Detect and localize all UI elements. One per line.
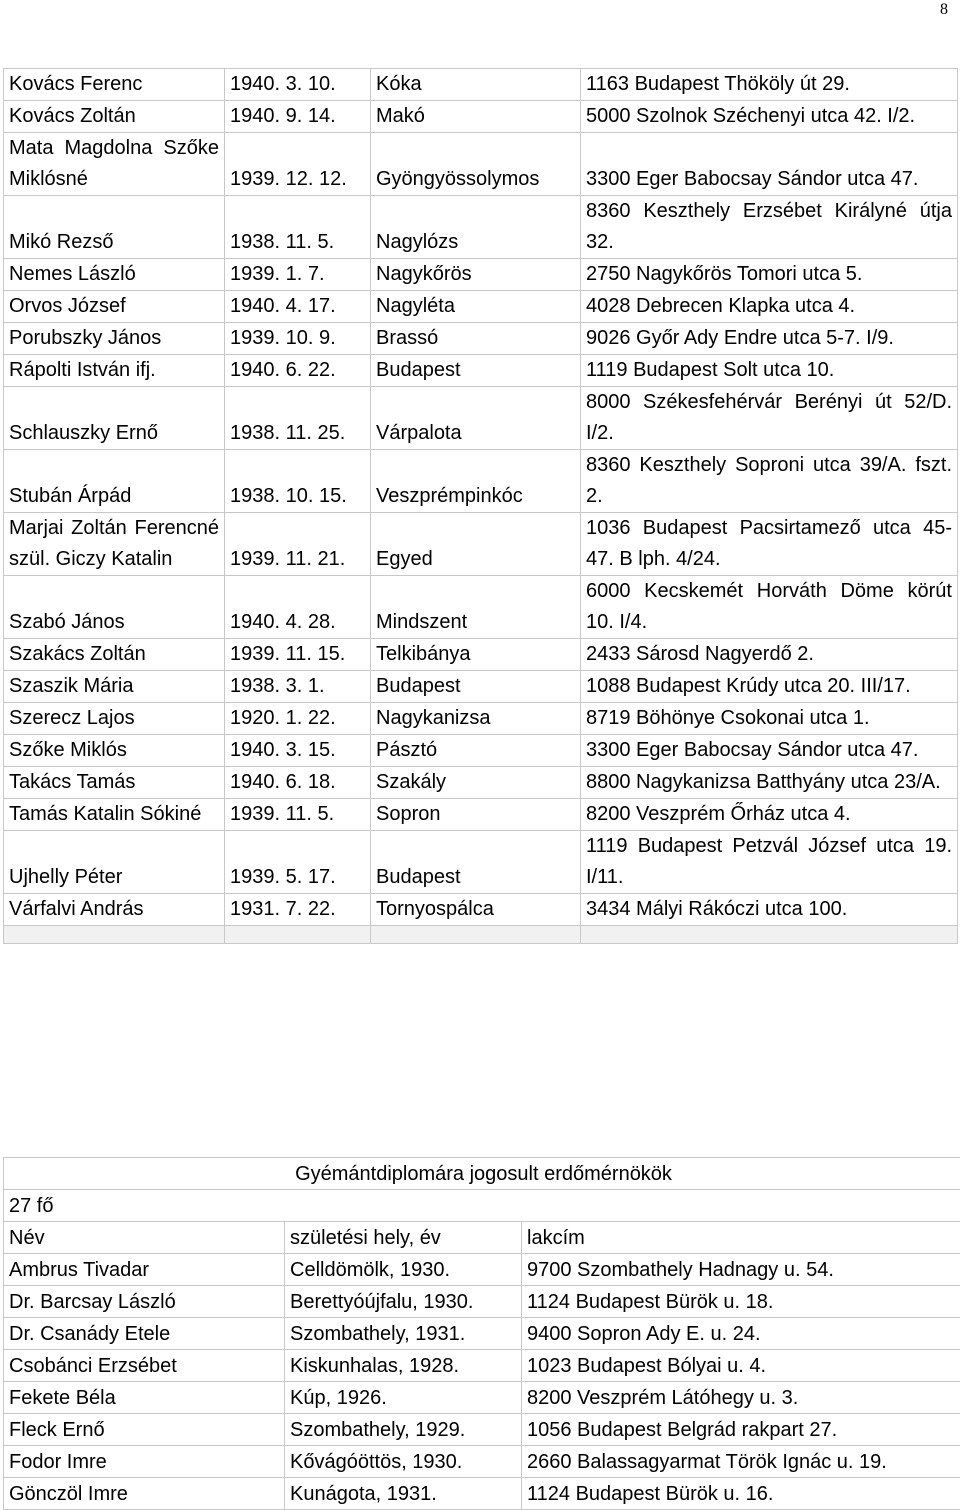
- address-cell: [581, 703, 958, 735]
- address-cell: [581, 735, 958, 767]
- table-row: [4, 196, 958, 259]
- birth-date-cell: [225, 831, 371, 894]
- birth-date-cell: [225, 671, 371, 703]
- cell-text: Budapest: [376, 675, 461, 697]
- name-cell: [4, 259, 225, 291]
- birthplace-cell: [371, 513, 581, 576]
- address-cell: [581, 323, 958, 355]
- cell-text: Szőke Miklós: [9, 739, 127, 761]
- table-row: [4, 513, 958, 576]
- name-cell: [4, 703, 225, 735]
- name-cell: [4, 291, 225, 323]
- cell-text: 4028 Debrecen Klapka utca 4.: [586, 295, 855, 317]
- cell-text: Várfalvi András: [9, 898, 144, 920]
- address-cell: [581, 259, 958, 291]
- cell-text: 8200 Veszprém Őrház utca 4.: [586, 803, 851, 825]
- address-cell: [581, 69, 958, 101]
- birth-date-cell: [225, 323, 371, 355]
- cell-text: 1119 Budapest Petzvál József utca 19. I/11.: [586, 835, 952, 888]
- name-cell: [4, 799, 225, 831]
- birth-date-cell: [225, 69, 371, 101]
- table-row: [4, 1414, 960, 1446]
- address-cell: 1124 Budapest Bürök u. 16.: [522, 1478, 960, 1510]
- table-title-row: [4, 1158, 960, 1190]
- address-cell: [581, 450, 958, 513]
- birth-cell: Kúp, 1926.: [285, 1382, 522, 1414]
- table-row: [4, 1318, 960, 1350]
- diamond-diploma-table: [3, 1157, 960, 1510]
- cell-text: Nagykanizsa: [376, 707, 491, 729]
- table-row: [4, 703, 958, 735]
- table-row: [4, 799, 958, 831]
- name-cell: [4, 894, 225, 926]
- count-row: [4, 1190, 960, 1222]
- address-cell: 1124 Budapest Bürök u. 18.: [522, 1286, 960, 1318]
- cell-text: 1036 Budapest Pacsirtamező utca 45-47. B lph. 4/24.: [586, 517, 952, 570]
- spacer-cell: [4, 926, 225, 944]
- table-row: [4, 1350, 960, 1382]
- birthplace-cell: [371, 355, 581, 387]
- cell-text: 1938. 11. 25.: [230, 422, 345, 444]
- name-cell: [4, 69, 225, 101]
- cell-text: 1938. 10. 15.: [230, 485, 347, 507]
- cell-text: 3300 Eger Babocsay Sándor utca 47.: [586, 739, 918, 761]
- diamond-diploma-table-body: [4, 1254, 960, 1510]
- birthplace-cell: [371, 133, 581, 196]
- birth-date-cell: [225, 639, 371, 671]
- birthplace-cell: [371, 576, 581, 639]
- name-cell: [4, 831, 225, 894]
- birth-date-cell: [225, 387, 371, 450]
- address-cell: [581, 355, 958, 387]
- address-cell: [581, 101, 958, 133]
- cell-text: Porubszky János: [9, 327, 161, 349]
- birthplace-cell: [371, 735, 581, 767]
- table-row: [4, 1446, 960, 1478]
- cell-text: 1940. 3. 10.: [230, 73, 336, 95]
- cell-text: Budapest: [376, 359, 461, 381]
- cell-text: Szerecz Lajos: [9, 707, 135, 729]
- name-cell: Fleck Ernő: [4, 1414, 285, 1446]
- birth-date-cell: [225, 291, 371, 323]
- birthplace-cell: [371, 101, 581, 133]
- cell-text: Kovács Ferenc: [9, 73, 142, 95]
- name-cell: [4, 196, 225, 259]
- birth-date-cell: [225, 101, 371, 133]
- name-cell: Gönczöl Imre: [4, 1478, 285, 1510]
- cell-text: Makó: [376, 105, 425, 127]
- birth-date-cell: [225, 450, 371, 513]
- table-row: [4, 69, 958, 101]
- spacer-cell: [371, 926, 581, 944]
- table-row: [4, 355, 958, 387]
- name-cell: [4, 735, 225, 767]
- cell-text: Telkibánya: [376, 643, 471, 665]
- birthplace-cell: [371, 671, 581, 703]
- address-cell: [581, 196, 958, 259]
- birth-cell: Kunágota, 1931.: [285, 1478, 522, 1510]
- header-address: lakcím: [522, 1222, 960, 1254]
- spacer-cell: [225, 926, 371, 944]
- cell-text: Nagyléta: [376, 295, 455, 317]
- header-birth: születési hely, év: [285, 1222, 522, 1254]
- name-cell: [4, 450, 225, 513]
- table-row: [4, 323, 958, 355]
- address-cell: 8200 Veszprém Látóhegy u. 3.: [522, 1382, 960, 1414]
- name-cell: [4, 133, 225, 196]
- cell-text: 1940. 4. 28.: [230, 611, 336, 633]
- address-cell: [581, 387, 958, 450]
- cell-text: Veszprémpinkóc: [376, 485, 523, 507]
- birthplace-cell: [371, 450, 581, 513]
- cell-text: Szaszik Mária: [9, 675, 133, 697]
- birthplace-cell: [371, 799, 581, 831]
- address-cell: [581, 513, 958, 576]
- name-cell: Csobánci Erzsébet: [4, 1350, 285, 1382]
- birthplace-cell: [371, 387, 581, 450]
- birth-date-cell: [225, 196, 371, 259]
- cell-text: Takács Tamás: [9, 771, 135, 793]
- cell-text: 8800 Nagykanizsa Batthyány utca 23/A.: [586, 771, 941, 793]
- name-cell: Ambrus Tivadar: [4, 1254, 285, 1286]
- birth-cell: Celldömölk, 1930.: [285, 1254, 522, 1286]
- cell-text: 8000 Székesfehérvár Berényi út 52/D. I/2.: [586, 391, 952, 444]
- cell-text: 8360 Keszthely Erzsébet Királyné útja 32.: [586, 200, 952, 253]
- graduates-table: [3, 68, 958, 944]
- table-row: [4, 1478, 960, 1510]
- birthplace-cell: [371, 196, 581, 259]
- cell-text: 1939. 5. 17.: [230, 866, 336, 888]
- cell-text: 6000 Kecskemét Horváth Döme körút 10. I/4.: [586, 580, 952, 633]
- table-row: [4, 767, 958, 799]
- table-row: [4, 894, 958, 926]
- cell-text: 8719 Böhönye Csokonai utca 1.: [586, 707, 870, 729]
- cell-text: Tornyospálca: [376, 898, 494, 920]
- cell-text: 1119 Budapest Solt utca 10.: [586, 359, 834, 381]
- cell-text: 1938. 11. 5.: [230, 231, 334, 253]
- address-cell: 1056 Budapest Belgrád rakpart 27.: [522, 1414, 960, 1446]
- cell-text: Marjai Zoltán Ferencné szül. Giczy Katalin: [9, 517, 219, 570]
- cell-text: 1940. 9. 14.: [230, 105, 336, 127]
- cell-text: 2433 Sárosd Nagyerdő 2.: [586, 643, 814, 665]
- table-row: [4, 1286, 960, 1318]
- address-cell: [581, 894, 958, 926]
- table-row: [4, 831, 958, 894]
- cell-text: Egyed: [376, 548, 433, 570]
- table-row: [4, 259, 958, 291]
- cell-text: 1088 Budapest Krúdy utca 20. III/17.: [586, 675, 911, 697]
- cell-text: Nagylózs: [376, 231, 458, 253]
- cell-text: Brassó: [376, 327, 438, 349]
- name-cell: Dr. Csanády Etele: [4, 1318, 285, 1350]
- birthplace-cell: [371, 323, 581, 355]
- graduates-table-body: [4, 69, 958, 944]
- page-number: 8: [940, 0, 948, 20]
- table-row: [4, 735, 958, 767]
- cell-text: Sopron: [376, 803, 441, 825]
- cell-text: 1920. 1. 22.: [230, 707, 336, 729]
- table-row: [4, 639, 958, 671]
- name-cell: [4, 767, 225, 799]
- table-spacer-row: [4, 926, 958, 944]
- cell-text: Tamás Katalin Sókiné: [9, 803, 201, 825]
- spacer-cell: [581, 926, 958, 944]
- birthplace-cell: [371, 831, 581, 894]
- cell-text: Pásztó: [376, 739, 437, 761]
- address-cell: [581, 799, 958, 831]
- table-row: [4, 133, 958, 196]
- cell-text: 1939. 12. 12.: [230, 168, 347, 190]
- table-row: [4, 671, 958, 703]
- cell-text: Stubán Árpád: [9, 485, 131, 507]
- address-cell: [581, 767, 958, 799]
- birthplace-cell: [371, 259, 581, 291]
- birth-cell: Szombathely, 1931.: [285, 1318, 522, 1350]
- cell-text: 1939. 11. 5.: [230, 803, 334, 825]
- cell-text: 1940. 6. 22.: [230, 359, 336, 381]
- birthplace-cell: [371, 69, 581, 101]
- birth-cell: Kővágóöttös, 1930.: [285, 1446, 522, 1478]
- cell-text: Budapest: [376, 866, 461, 888]
- cell-text: Rápolti István ifj.: [9, 359, 156, 381]
- address-cell: [581, 576, 958, 639]
- name-cell: [4, 576, 225, 639]
- birth-date-cell: [225, 513, 371, 576]
- cell-text: Gyöngyössolymos: [376, 168, 539, 190]
- address-cell: 9400 Sopron Ady E. u. 24.: [522, 1318, 960, 1350]
- address-cell: [581, 831, 958, 894]
- cell-text: Kóka: [376, 73, 422, 95]
- birth-cell: Szombathely, 1929.: [285, 1414, 522, 1446]
- birth-cell: Kiskunhalas, 1928.: [285, 1350, 522, 1382]
- table-row: [4, 1382, 960, 1414]
- name-cell: [4, 323, 225, 355]
- cell-text: Nagykőrös: [376, 263, 472, 285]
- birth-date-cell: [225, 799, 371, 831]
- birth-date-cell: [225, 133, 371, 196]
- cell-text: Nemes László: [9, 263, 136, 285]
- cell-text: Ujhelly Péter: [9, 866, 122, 888]
- cell-text: 1939. 11. 15.: [230, 643, 345, 665]
- name-cell: [4, 101, 225, 133]
- cell-text: 8360 Keszthely Soproni utca 39/A. fszt. 2.: [586, 454, 952, 507]
- name-cell: Dr. Barcsay László: [4, 1286, 285, 1318]
- name-cell: [4, 639, 225, 671]
- cell-text: Szabó János: [9, 611, 125, 633]
- header-name: Név: [4, 1222, 285, 1254]
- table-row: [4, 387, 958, 450]
- cell-text: 1940. 6. 18.: [230, 771, 336, 793]
- cell-text: Mindszent: [376, 611, 467, 633]
- birthplace-cell: [371, 291, 581, 323]
- table-row: [4, 1254, 960, 1286]
- cell-text: 1931. 7. 22.: [230, 898, 336, 920]
- birthplace-cell: [371, 894, 581, 926]
- cell-text: 2750 Nagykőrös Tomori utca 5.: [586, 263, 862, 285]
- birthplace-cell: [371, 703, 581, 735]
- cell-text: 1940. 3. 15.: [230, 739, 336, 761]
- cell-text: 1163 Budapest Thököly út 29.: [586, 73, 850, 95]
- name-cell: [4, 355, 225, 387]
- birth-date-cell: [225, 735, 371, 767]
- cell-text: 3300 Eger Babocsay Sándor utca 47.: [586, 168, 918, 190]
- cell-text: Mata Magdolna Szőke Miklósné: [9, 137, 219, 190]
- address-cell: 1023 Budapest Bólyai u. 4.: [522, 1350, 960, 1382]
- birth-date-cell: [225, 355, 371, 387]
- table-row: [4, 576, 958, 639]
- cell-text: Mikó Rezső: [9, 231, 113, 253]
- cell-text: 1939. 10. 9.: [230, 327, 336, 349]
- birthplace-cell: [371, 767, 581, 799]
- cell-text: Várpalota: [376, 422, 462, 444]
- table-title: Gyémántdiplomára jogosult erdőmérnökök: [4, 1158, 960, 1190]
- name-cell: Fodor Imre: [4, 1446, 285, 1478]
- birth-date-cell: [225, 576, 371, 639]
- cell-text: 1939. 11. 21.: [230, 548, 345, 570]
- cell-text: 9026 Győr Ady Endre utca 5-7. I/9.: [586, 327, 894, 349]
- table-row: [4, 291, 958, 323]
- cell-text: 1940. 4. 17.: [230, 295, 336, 317]
- table-row: [4, 101, 958, 133]
- address-cell: [581, 133, 958, 196]
- birth-cell: Berettyóújfalu, 1930.: [285, 1286, 522, 1318]
- cell-text: 1939. 1. 7.: [230, 263, 325, 285]
- header-row: [4, 1222, 960, 1254]
- count-label: 27 fő: [4, 1190, 960, 1222]
- address-cell: 9700 Szombathely Hadnagy u. 54.: [522, 1254, 960, 1286]
- cell-text: 3434 Mályi Rákóczi utca 100.: [586, 898, 847, 920]
- cell-text: Szakály: [376, 771, 446, 793]
- name-cell: [4, 513, 225, 576]
- name-cell: Fekete Béla: [4, 1382, 285, 1414]
- birth-date-cell: [225, 894, 371, 926]
- address-cell: [581, 291, 958, 323]
- cell-text: Szakács Zoltán: [9, 643, 146, 665]
- table-row: [4, 450, 958, 513]
- cell-text: Kovács Zoltán: [9, 105, 136, 127]
- birth-date-cell: [225, 767, 371, 799]
- cell-text: Orvos József: [9, 295, 126, 317]
- address-cell: [581, 639, 958, 671]
- birthplace-cell: [371, 639, 581, 671]
- birth-date-cell: [225, 703, 371, 735]
- cell-text: 1938. 3. 1.: [230, 675, 325, 697]
- address-cell: [581, 671, 958, 703]
- birth-date-cell: [225, 259, 371, 291]
- cell-text: Schlauszky Ernő: [9, 422, 158, 444]
- cell-text: 5000 Szolnok Széchenyi utca 42. I/2.: [586, 105, 915, 127]
- name-cell: [4, 387, 225, 450]
- address-cell: 2660 Balassagyarmat Török Ignác u. 19.: [522, 1446, 960, 1478]
- name-cell: [4, 671, 225, 703]
